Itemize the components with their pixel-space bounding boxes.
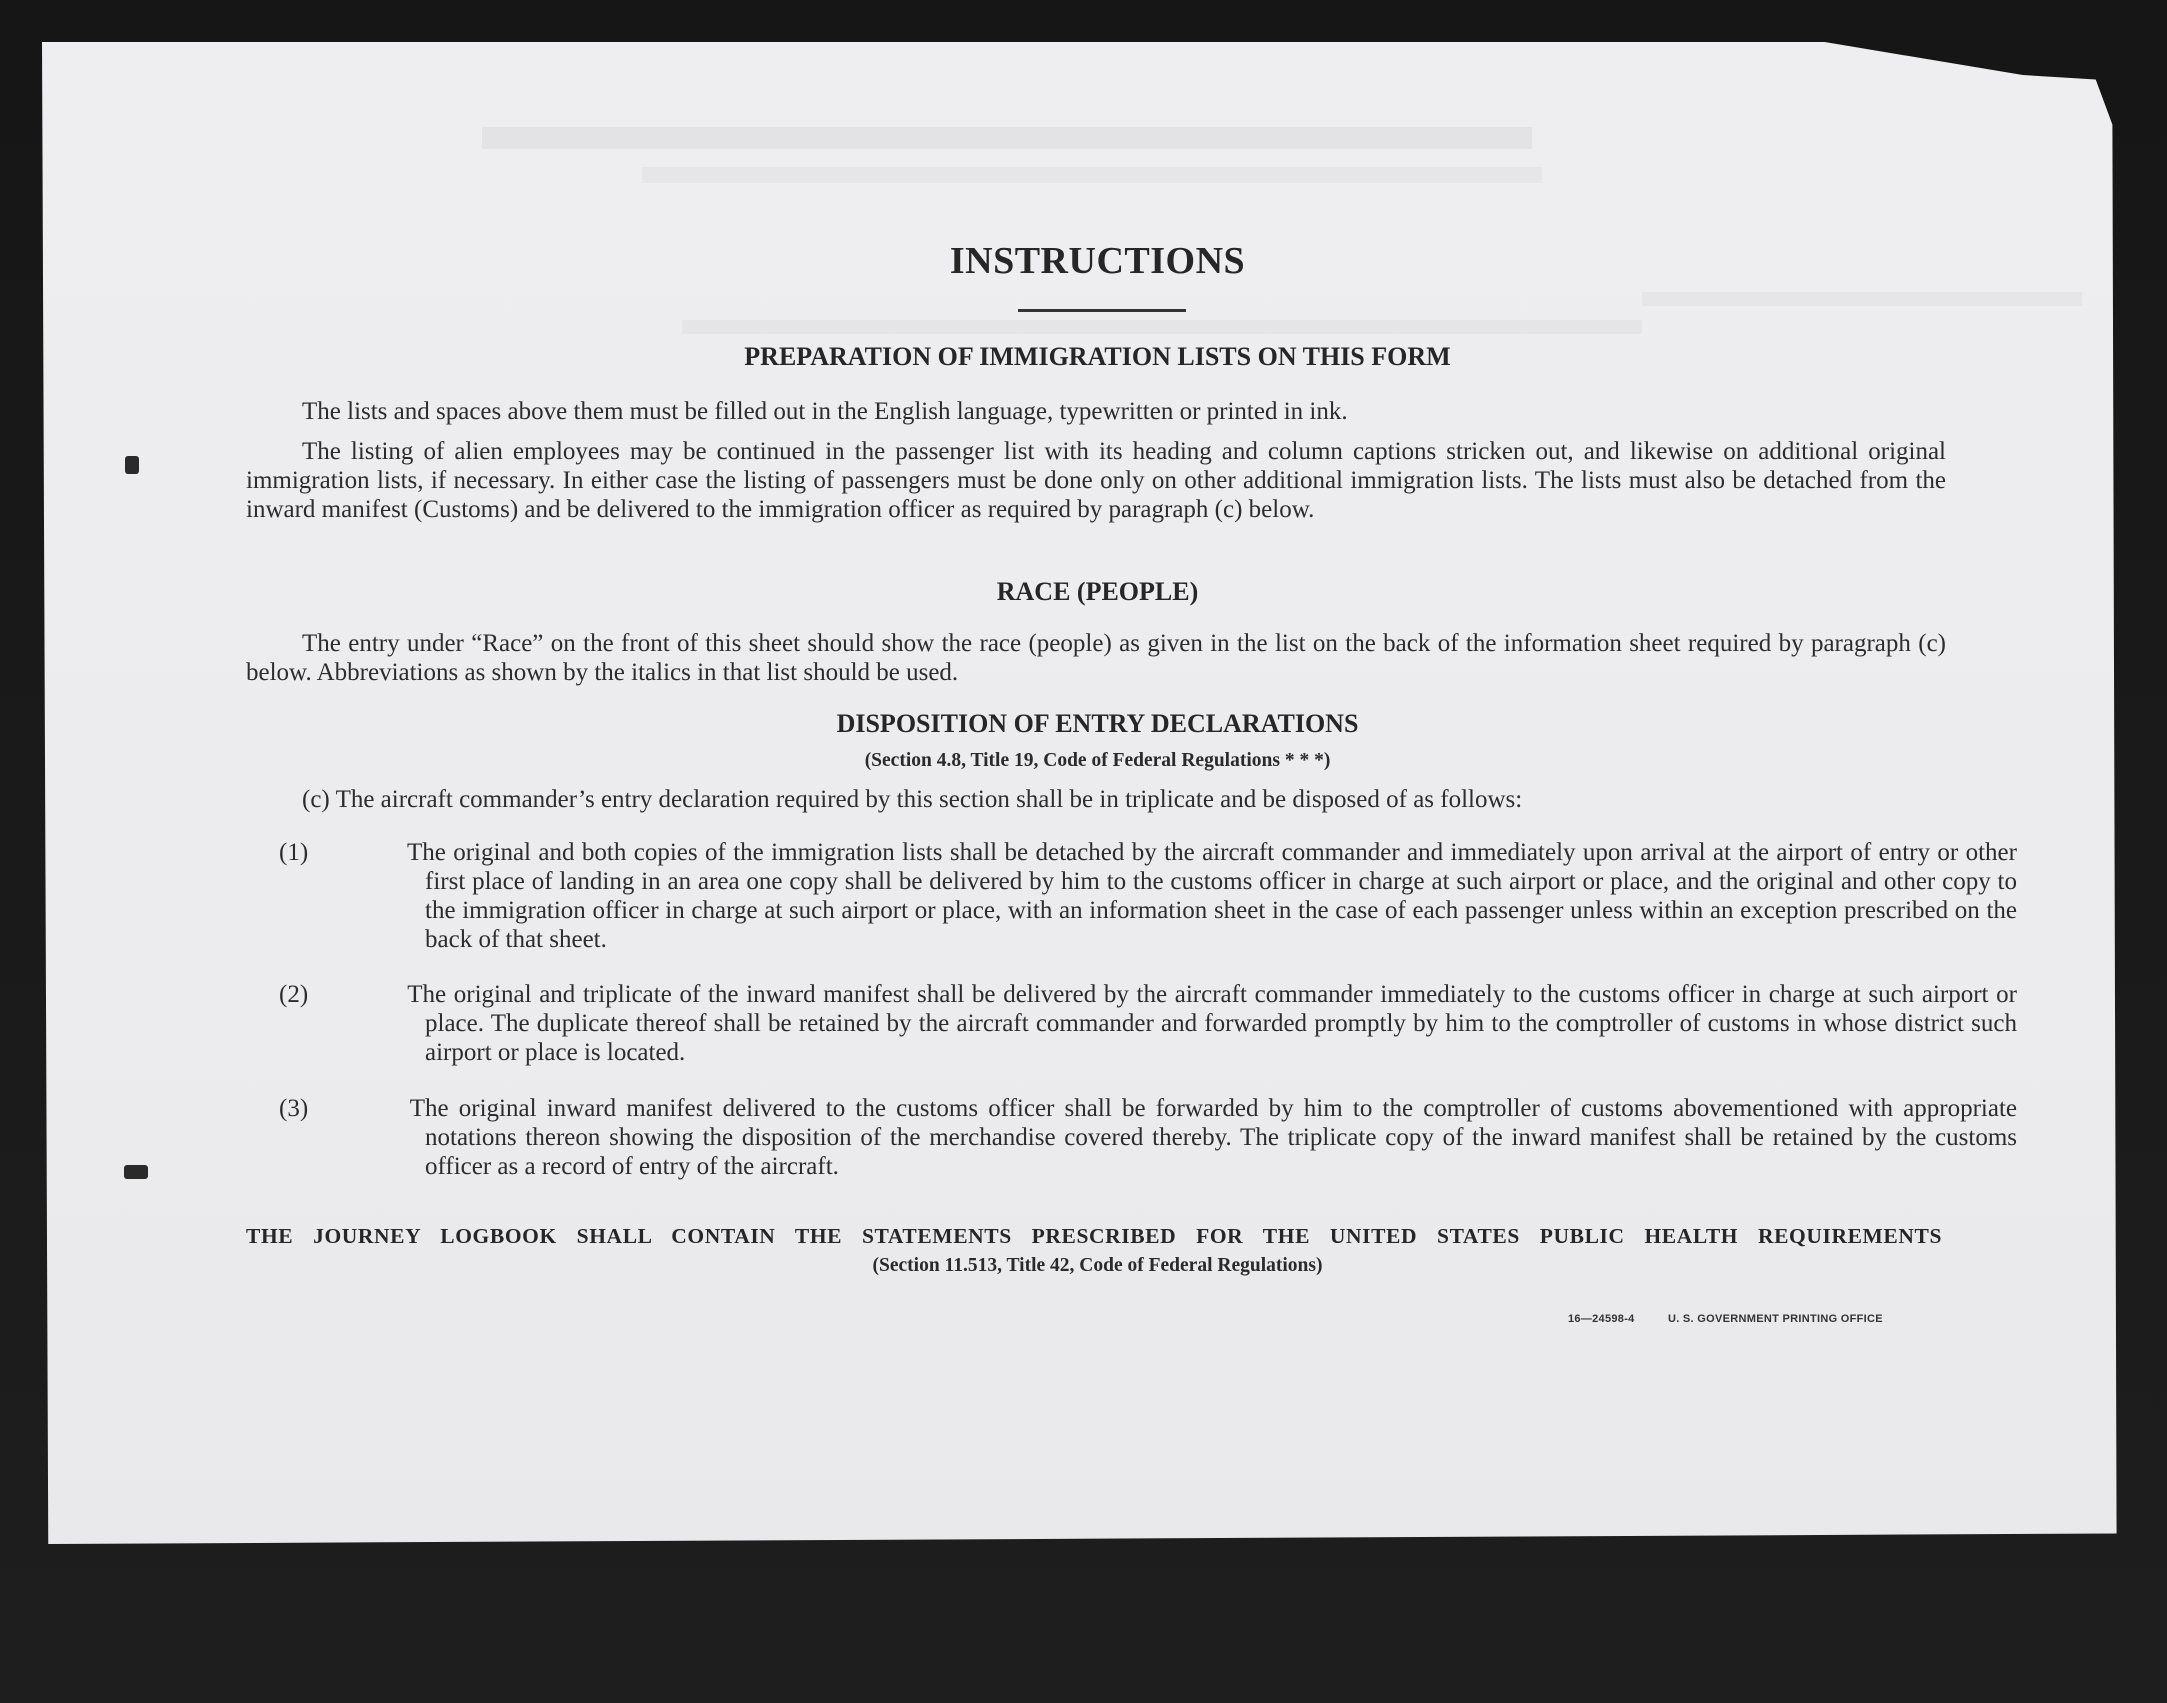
list-item-2-label: (2) bbox=[279, 981, 309, 1008]
list-item-3-text: The original inward manifest delivered to the customs officer shall be forwarded by him to the comptroller of customs abovementioned with appropriate notations thereon showing the disposition of the merchandise covered thereby. The triplicate copy of the inward manifest shall be retained by the customs officer as a record of entry of the aircraft. bbox=[409, 1095, 2017, 1180]
list-item-2 bbox=[279, 980, 2017, 1067]
section-heading-race: RACE (PEOPLE) bbox=[996, 577, 1199, 606]
paragraph-c-label: (c) bbox=[302, 786, 330, 813]
paragraph-c-text: The aircraft commander’s entry declaration required by this section shall be in triplicate and be disposed of as follows: bbox=[335, 786, 1523, 813]
form-number: 16—24598-4 bbox=[1568, 1313, 1635, 1325]
list-item-3-label: (3) bbox=[279, 1095, 309, 1122]
list-item-1-text: The original and both copies of the immigration lists shall be detached by the aircraft commander and immediately upon arrival at the airport of entry or other first place of landing in an area one copy shall be delivered by him to the customs officer in charge at such airport or place, and the original and other copy to the immigration officer in charge at such airport or place, with an information sheet in the case of each passenger unless within an exception prescribed on the back of that sheet. bbox=[406, 839, 2017, 953]
printer-imprint bbox=[1568, 1313, 1913, 1325]
list-item-1 bbox=[279, 838, 2017, 954]
punch-mark bbox=[124, 1165, 148, 1179]
section-heading-disposition: DISPOSITION OF ENTRY DECLARATIONS bbox=[836, 709, 1359, 738]
title-underline bbox=[1018, 309, 1186, 312]
printer-name: U. S. GOVERNMENT PRINTING OFFICE bbox=[1667, 1313, 1883, 1325]
paragraph-race-entry: The entry under “Race” on the front of this sheet should show the race (people) as given in the list on the back of the information sheet required by paragraph (c) below. Abbreviations as shown by the italics in that list should be used. bbox=[246, 630, 1946, 686]
list-item-3 bbox=[279, 1094, 2017, 1181]
list-item-1-label: (1) bbox=[279, 839, 309, 866]
punch-mark bbox=[125, 456, 139, 474]
disposition-citation: (Section 4.8, Title 19, Code of Federal Regulations * * *) bbox=[864, 750, 1331, 771]
paragraph-alien-employees: The listing of alien employees may be continued in the passenger list with its heading and column captions stricken out, and likewise on additional original immigration lists, if necessary. In either case the listing of passengers must be done only on other additional immigration lists. The lists must also be detached from the inward manifest (Customs) and be delivered to the immigration officer as required by paragraph (c) below. bbox=[246, 438, 1946, 523]
paragraph-english-language: The lists and spaces above them must be filled out in the English language, typewritten or printed in ink. bbox=[302, 398, 1348, 425]
section-heading-preparation: PREPARATION OF IMMIGRATION LISTS ON THIS FORM bbox=[744, 342, 1451, 371]
paragraph-c-intro bbox=[302, 785, 1942, 814]
public-health-citation: (Section 11.513, Title 42, Code of Federal Regulations) bbox=[872, 1255, 1323, 1276]
list-item-2-text: The original and triplicate of the inward manifest shall be delivered by the aircraft commander immediately to the customs officer in charge at such airport or place. The duplicate thereof shall be retained by the aircraft commander and forwarded promptly by him to the comptroller of customs in whose district such airport or place is located. bbox=[407, 981, 2017, 1066]
page-title: INSTRUCTIONS bbox=[949, 240, 1246, 282]
public-health-statement: THE JOURNEY LOGBOOK SHALL CONTAIN THE STATEMENTS PRESCRIBED FOR THE UNITED STATES PUBLIC HEALTH REQUIREMENTS bbox=[246, 1224, 1942, 1248]
